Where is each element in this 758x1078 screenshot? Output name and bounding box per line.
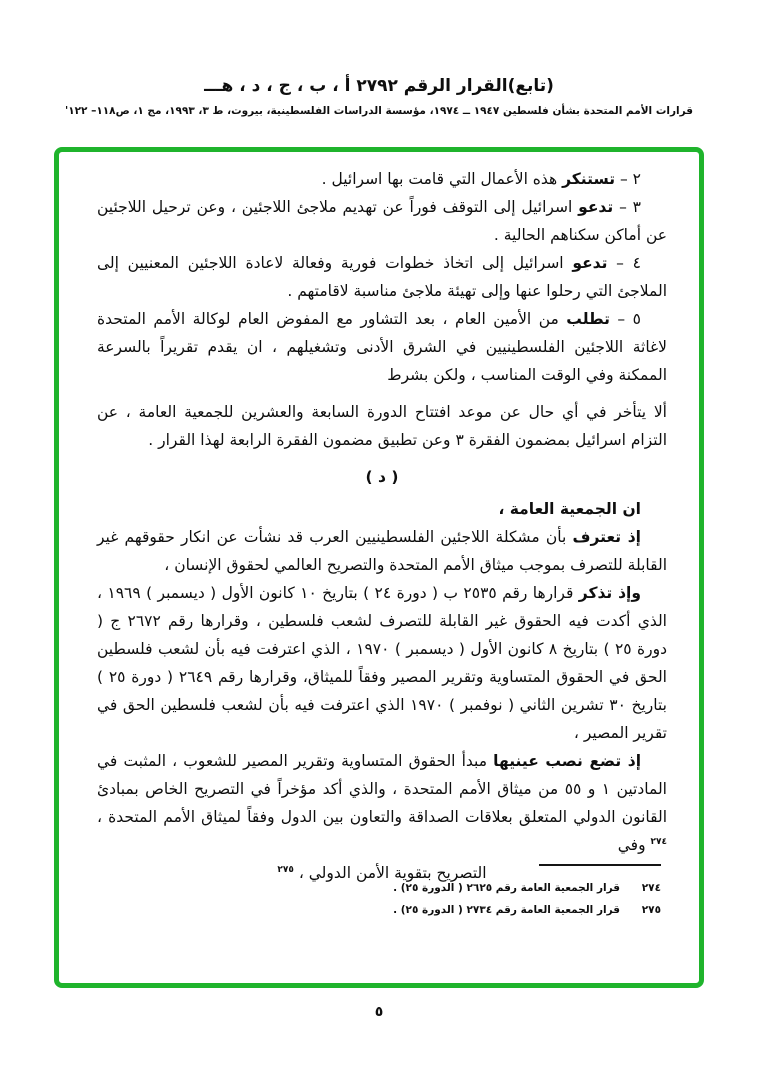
- resolution-body: [59, 152, 699, 887]
- body-paragraph: ٥ – تطلب من الأمين العام ، بعد التشاور مع المفوض العام لوكالة الأمم المتحدة لاغاثة اللاجئين الفلسطينيين في الشرق الأدنى وتشغيلهم ، ان يقدم تقريراً بالسرعة الممكنة وفي الوقت المناسب ، ولكن بشرط: [97, 310, 667, 384]
- body-paragraph: ٣ – تدعو اسرائيل إلى التوقف فوراً عن تهديم ملاجئ اللاجئين ، وعن ترحيل اللاجئين عن أماكن سكناهم الحالية .: [97, 198, 667, 244]
- footnote-reference: ٢٧٥: [277, 865, 294, 875]
- footnote-number: ٢٧٤: [641, 882, 661, 894]
- body-paragraph: ٢ – تستنكر هذه الأعمال التي قامت بها اسرائيل .: [321, 170, 641, 188]
- page-number: ٥: [374, 1004, 384, 1020]
- body-paragraph: ( د ): [365, 468, 399, 486]
- page-header: [0, 76, 758, 117]
- resolution-title: (تابع)القرار الرقم ٢٧٩٢ أ ، ب ، ج ، د ، هـــ: [204, 76, 554, 96]
- footnote-reference: ٢٧٤: [650, 837, 667, 847]
- body-paragraph: التصريح بتقوية الأمن الدولي ، $^{٢٧٥}$: [277, 864, 487, 882]
- footnote-divider: [539, 864, 661, 866]
- footnote-text: قرار الجمعية العامة رقم ٢٧٣٤ ( الدورة ٢٥) .: [393, 904, 620, 916]
- body-paragraph: ألا يتأخر في أي حال عن موعد افتتاح الدورة السابعة والعشرين للجمعية العامة ، عن التزام اسرائيل بمضمون الفقرة ٣ وعن تطبيق مضمون الفقرة الرابعة لهذا القرار .: [97, 403, 667, 449]
- footnote-list: [105, 877, 661, 921]
- green-border-frame: [54, 147, 704, 988]
- footnotes: [105, 864, 661, 921]
- body-paragraph: إذ تعترف بأن مشكلة اللاجئين الفلسطينيين العرب قد نشأت عن انكار حقوقهم غير القابلة للتصرف بموجب ميثاق الأمم المتحدة والتصريح العالمي لحقوق الإنسان ،: [97, 528, 667, 574]
- footnote-item: [105, 877, 661, 899]
- body-paragraph: ٤ – تدعو اسرائيل إلى اتخاذ خطوات فورية وفعالة لاعادة اللاجئين المعنيين إلى الملاجئ التي رحلوا عنها وإلى تهيئة ملاجئ مناسبة لاقامتهم .: [97, 254, 667, 300]
- footnote-number: ٢٧٥: [641, 904, 661, 916]
- citation-line: قرارات الأمم المتحدة بشأن فلسطين ١٩٤٧ ــ ١٩٧٤، مؤسسة الدراسات الفلسطينية، بيروت، ط ٣، ١٩٩٣، مج ١، ص١١٨– ١٢٢': [64, 105, 694, 117]
- body-paragraph: وإذ تذكر قرارها رقم ٢٥٣٥ ب ( دورة ٢٤ ) بتاريخ ١٠ كانون الأول ( ديسمبر ) ١٩٦٩ ، الذي أكدت فيه الحقوق غير القابلة للتصرف لشعب فلسطين ، وقرارها رقم ٢٦٧٢ ج ( دورة ٢٥ ) بتاريخ ٨ كانون الأول ( ديسمبر ) ١٩٧٠ ، الذي اعترفت فيه بأن لشعب فلسطين الحق في الحقوق المتساوية وتقرير المصير وفقاً للميثاق، وقرارها رقم ٢٦٤٩ ( دورة ٢٥ ) بتاريخ ٣٠ تشرين الثاني ( نوفمبر ) ١٩٧٠ الذي اعترفت فيه بأن لشعب فلسطين الحق في تقرير المصير ،: [97, 584, 668, 742]
- body-paragraph: ان الجمعية العامة ،: [498, 500, 641, 518]
- footnote-item: [105, 899, 661, 921]
- footnote-text: قرار الجمعية العامة رقم ٢٦٢٥ ( الدورة ٢٥) .: [393, 882, 620, 894]
- body-paragraph: إذ تضع نصب عينيها مبدأ الحقوق المتساوية وتقرير المصير للشعوب ، المثبت في المادتين ١ و ٥٥ من ميثاق الأمم المتحدة ، والذي أكد مؤخراً في التصريح الخاص بمبادئ القانون الدولي المتعلق بعلاقات الصداقة والتعاون بين الدول وفقاً لميثاق الأمم المتحدة ، $^{٢٧٤}$ وفي: [97, 752, 667, 854]
